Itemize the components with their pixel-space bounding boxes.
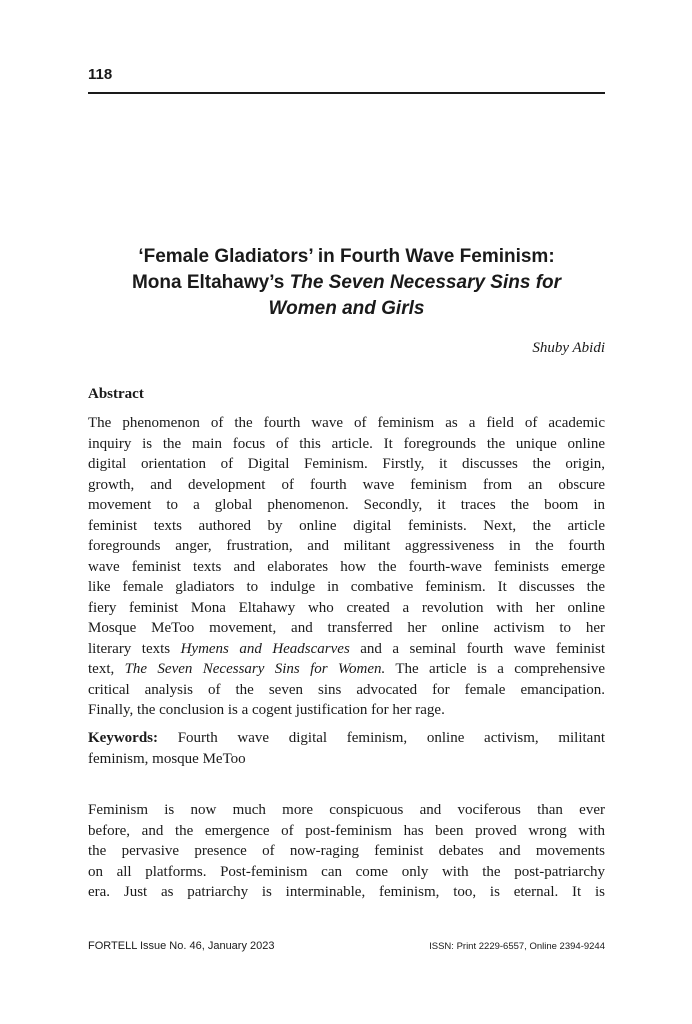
abstract-line: foregrounds anger, frustration, and militant aggressiveness in the fourth (88, 538, 605, 554)
abstract-line: growth, and development of fourth wave feminism from an obscure (88, 476, 605, 493)
book-title-seven-sins: The Seven Necessary Sins for Women. (124, 661, 386, 677)
book-title-hymens: Hymens and Headscarves (180, 640, 350, 657)
keywords-text: Fourth wave digital feminism, online activism, militant (158, 730, 605, 746)
abstract-heading: Abstract (88, 386, 144, 402)
keywords (88, 728, 605, 769)
footer-issn: ISSN: Print 2229-6557, Online 2394-9244 (429, 941, 605, 952)
article-title (88, 244, 605, 322)
title-author-possessive: Mona Eltahawy’s (131, 272, 290, 293)
title-book-name-cont: Women and Girls (268, 298, 425, 319)
abstract-line: digital orientation of Digital Feminism. Firstly, it discusses the origin, (88, 456, 605, 472)
abstract-line: movement to a global phenomenon. Secondly, it traces the boom in (88, 497, 605, 513)
abstract-line: wave feminist texts and elaborates how the fourth-wave feminists emerge (88, 558, 605, 575)
abstract-line: Mosque MeToo movement, and transferred her online activism to her (88, 620, 605, 636)
body-line: Feminism is now much more conspicuous and vociferous than ever (88, 802, 605, 818)
header-rule (88, 92, 605, 94)
footer-journal: FORTELL Issue No. 46, January 2023 (88, 940, 275, 952)
title-line-1: ‘Female Gladiators’ in Fourth Wave Feminism: (138, 246, 555, 267)
abstract-text: The article is a comprehensive (385, 661, 605, 677)
body-line: on all platforms. Post-feminism can come only with the post-patriarchy (88, 863, 605, 880)
abstract-line (88, 639, 605, 660)
body-paragraph (88, 800, 605, 903)
abstract-line (88, 659, 605, 680)
body-line: before, and the emergence of post-feminism has been proved wrong with (88, 822, 605, 839)
body-line: the pervasive presence of now-raging feminist debates and movements (88, 843, 605, 859)
author-name: Shuby Abidi (532, 340, 605, 356)
title-book-name: The Seven Necessary Sins for (289, 272, 562, 293)
abstract-line: critical analysis of the seven sins advocated for female emancipation. (88, 681, 605, 698)
abstract-text: literary texts (88, 640, 181, 657)
abstract-line: feminist texts authored by online digital feminists. Next, the article (88, 517, 605, 534)
abstract-line: The phenomenon of the fourth wave of feminism as a field of academic (88, 415, 605, 431)
abstract-line: Finally, the conclusion is a cogent justification for her rage. (88, 702, 445, 718)
abstract-line: inquiry is the main focus of this article. It foregrounds the unique online (88, 435, 605, 452)
body-line: era. Just as patriarchy is interminable, feminism, too, is eternal. It is (88, 884, 605, 900)
page-number: 118 (88, 66, 113, 83)
title-line-3 (88, 296, 605, 322)
title-line-2 (88, 270, 605, 296)
abstract-line: fiery feminist Mona Eltahawy who created a revolution with her online (88, 599, 605, 616)
keywords-line (88, 728, 605, 749)
abstract-line: like female gladiators to indulge in combative feminism. It discusses the (88, 579, 605, 595)
keywords-label: Keywords: (88, 730, 158, 746)
keywords-line: feminism, mosque MeToo (88, 750, 246, 767)
abstract-text: text, (88, 661, 125, 677)
abstract-text: and a seminal fourth wave feminist (349, 640, 606, 657)
abstract-body (88, 413, 605, 721)
